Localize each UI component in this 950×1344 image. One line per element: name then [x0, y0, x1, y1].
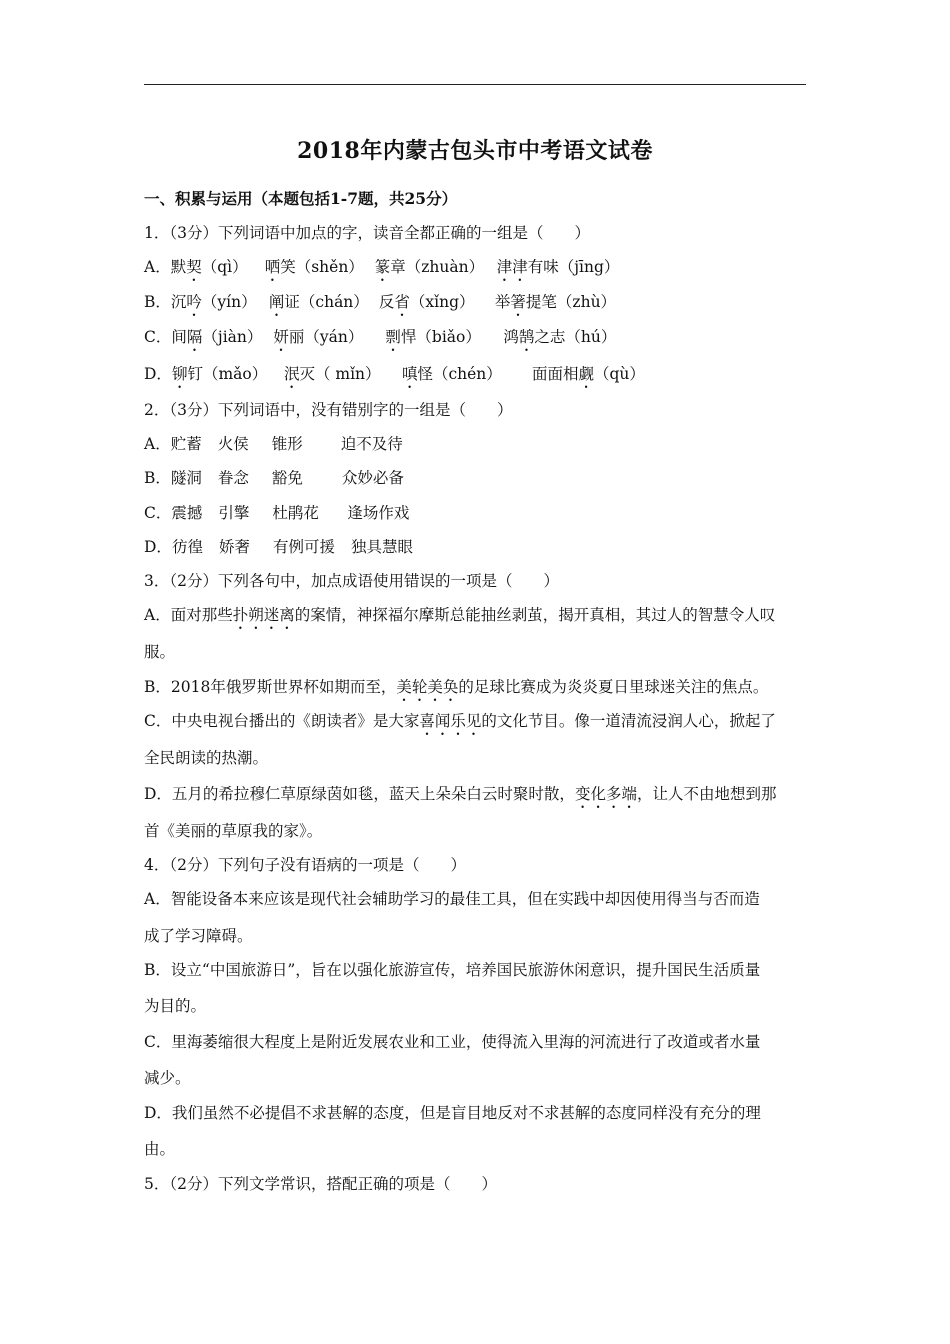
option-item: 贮蓄 — [170, 435, 202, 453]
q2-stem: 2．（3分）下列词语中，没有错别字的一组是（ ） — [144, 401, 513, 419]
option-item: 娇奢 — [218, 538, 250, 556]
option-label: B． — [144, 293, 171, 311]
option-item: 独具慧眼 — [350, 538, 413, 556]
option-item: 震撼 — [171, 504, 203, 522]
option-item: 间隔（jiàn） — [171, 328, 263, 346]
option-item: 铆钉（mǎo） — [171, 365, 268, 383]
q1-option-b — [144, 291, 808, 320]
option-label: A． — [144, 435, 171, 453]
option-item: 有例可援 — [272, 538, 335, 556]
option-item: 引擎 — [218, 504, 250, 522]
option-item: 泯灭（ mǐn） — [283, 365, 381, 383]
option-item: 哂笑（shěn） — [264, 258, 364, 276]
q1-option-d — [144, 363, 808, 392]
q1-stem: 1．（3分）下列词语中加点的字，读音全都正确的一组是（ ） — [144, 224, 590, 242]
option-item: 鸿鹄之志（hú） — [503, 328, 617, 346]
option-label: D． — [144, 365, 172, 383]
q2-option-c — [144, 502, 808, 524]
q4-option-c-cont: 减少。 — [144, 1069, 191, 1087]
q4-option-c: C．里海萎缩很大程度上是附近发展农业和工业，使得流入里海的河流进行了改道或者水量 — [144, 1033, 761, 1051]
option-item: 默契（qì） — [170, 258, 248, 276]
q5-stem: 5．（2分）下列文学常识，搭配正确的项是（ ） — [144, 1175, 497, 1193]
option-item: 众妙必备 — [341, 469, 404, 487]
header-rule — [144, 84, 806, 85]
option-item: 杜鹃花 — [272, 504, 319, 522]
option-label: C． — [144, 328, 172, 346]
q3-option-b: B．2018年俄罗斯世界杯如期而至，美轮美奂的足球比赛成为炎炎夏日里球迷关注的焦点。 — [144, 678, 769, 696]
q1-option-a — [144, 256, 808, 285]
section-heading: 一、积累与运用（本题包括1-7题，共25分） — [144, 189, 458, 208]
option-item: 举箸提笔（zhù） — [494, 293, 617, 311]
option-item: 剽悍（biǎo） — [385, 328, 481, 346]
option-label: C． — [144, 504, 172, 522]
q3-option-d: D．五月的希拉穆仁草原绿茵如毯，蓝天上朵朵白云时聚时散，变化多端，让人不由地想到那 — [144, 785, 777, 803]
option-item: 迫不及待 — [340, 435, 403, 453]
option-item: 嗔怪（chén） — [401, 365, 502, 383]
q4-stem: 4．（2分）下列句子没有语病的一项是（ ） — [144, 856, 466, 874]
option-label: D． — [144, 538, 172, 556]
option-item: 逢场作戏 — [347, 504, 410, 522]
q1-option-c — [144, 326, 808, 355]
q2-option-b — [144, 467, 808, 489]
option-item: 锥形 — [271, 435, 303, 453]
option-label: A． — [144, 258, 171, 276]
q4-option-b-cont: 为目的。 — [144, 997, 207, 1015]
q4-option-d: D．我们虽然不必提倡不求甚解的态度，但是盲目地反对不求甚解的态度同样没有充分的理 — [144, 1104, 761, 1122]
q3-option-c-cont: 全民朗读的热潮。 — [144, 749, 269, 767]
option-item: 彷徨 — [171, 538, 203, 556]
q2-option-a — [144, 433, 808, 455]
option-item: 火侯 — [217, 435, 249, 453]
option-label: B． — [144, 469, 171, 487]
q4-option-a: A．智能设备本来应该是现代社会辅助学习的最佳工具，但在实践中却因使用得当与否而造 — [144, 890, 760, 908]
option-item: 面面相觑（qù） — [531, 365, 645, 383]
option-item: 眷念 — [217, 469, 249, 487]
option-item: 篆章（zhuàn） — [374, 258, 485, 276]
option-item: 阐证（chán） — [268, 293, 369, 311]
option-item: 妍丽（yán） — [273, 328, 364, 346]
option-item: 隧洞 — [170, 469, 202, 487]
option-item: 沉吟（yín） — [170, 293, 257, 311]
q3-option-d-cont: 首《美丽的草原我的家》。 — [144, 822, 323, 840]
option-item: 反省（xǐng） — [378, 293, 475, 311]
q4-option-d-cont: 由。 — [144, 1140, 176, 1158]
q4-option-a-cont: 成了学习障碍。 — [144, 927, 253, 945]
q3-stem: 3．（2分）下列各句中，加点成语使用错误的一项是（ ） — [144, 572, 559, 590]
q3-option-a-cont: 服。 — [144, 643, 176, 661]
option-item: 津津有味（jīng） — [496, 258, 620, 276]
q3-option-c: C．中央电视台播出的《朗读者》是大家喜闻乐见的文化节目。像一道清流浸润人心，掀起了 — [144, 712, 776, 730]
q4-option-b: B．设立“中国旅游日”，旨在以强化旅游宣传，培养国民旅游休闲意识，提升国民生活质量 — [144, 961, 761, 979]
q2-option-d — [144, 536, 808, 558]
option-item: 豁免 — [271, 469, 303, 487]
q3-option-a: A．面对那些扑朔迷离的案情，神探福尔摩斯总能抽丝剥茧，揭开真相，其过人的智慧令人叹 — [144, 606, 776, 624]
page-title: 2018年内蒙古包头市中考语文试卷 — [297, 138, 653, 164]
